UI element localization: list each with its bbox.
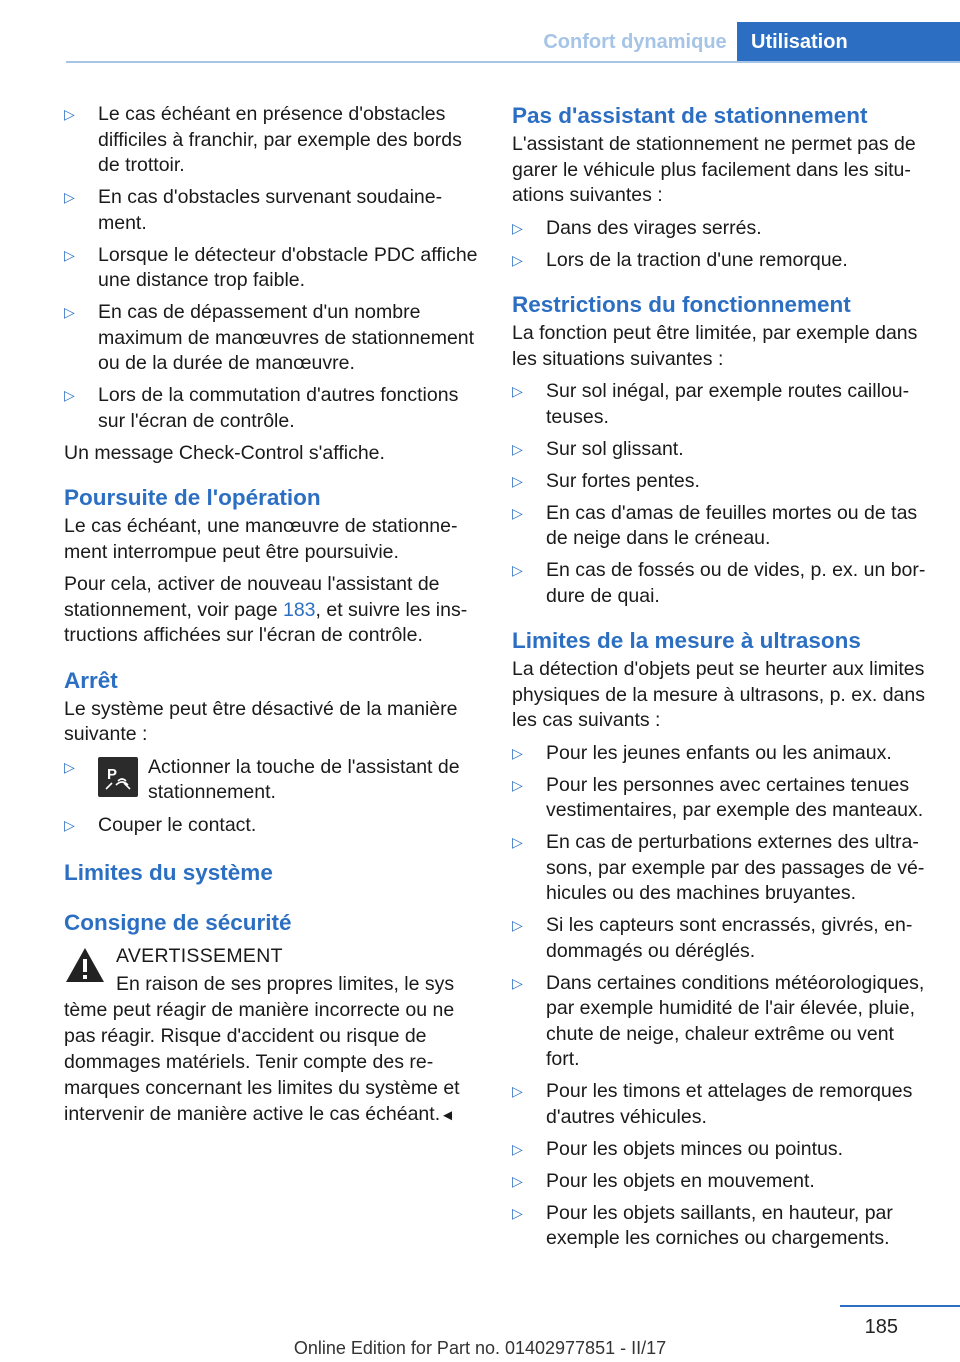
list-item: ▷ En cas de dépassement d'un nombre maximum de manœuvres de stationnement ou de la durée de manœuvre. (64, 301, 475, 374)
bullet-arrow-icon: ▷ (512, 504, 523, 521)
bullet-arrow-icon: ▷ (64, 817, 75, 833)
paragraph: Pour cela, activer de nouveau l'assistant de stationnement, voir page 183, et suivre les instructions affichées sur l'écran de contrôle. (64, 573, 468, 646)
bullet-arrow-icon: ▷ (512, 744, 523, 761)
bullet-arrow-icon: ▷ (64, 387, 75, 403)
bullet-arrow-icon: ▷ (512, 383, 523, 399)
list-item: ▷ Pour les timons et attelages de remorques d'autres véhicules. (512, 1080, 913, 1128)
park-assist-button-icon (98, 757, 138, 797)
bullet-arrow-icon: ▷ (64, 246, 75, 263)
list-item: ▷ Pour les personnes avec certaines tenues vestimentaires, par exemple des manteaux. (512, 773, 924, 821)
bullet-arrow-icon: ▷ (512, 251, 523, 268)
list-item: ▷ Sur fortes pentes. (512, 469, 928, 495)
heading-limites-systeme: Limites du système (64, 859, 273, 885)
bullet-arrow-icon: ▷ (64, 758, 75, 775)
list-item: ▷ Lors de la commutation d'autres fonctions sur l'écran de contrôle. (64, 384, 459, 432)
left-column (64, 102, 482, 1129)
bullet-arrow-icon: ▷ (512, 1172, 523, 1189)
list-item: ▷ Pour les objets en mouvement. (512, 1169, 928, 1195)
paragraph: La fonction peut être limitée, par exemple dans les situations suivantes : (512, 322, 918, 370)
list-item: ▷ Le cas échéant en présence d'obstacles difficiles à franchir, par exemple des bords de trottoir. (64, 103, 462, 176)
bullet-arrow-icon: ▷ (512, 219, 523, 236)
check-control-message: Un message Check-Control s'affiche. (64, 441, 385, 464)
edition-note: Online Edition for Part no. 01402977851 - II/17 (293, 1338, 667, 1358)
paragraph: Le système peut être désactivé de la manière suivante : (64, 697, 458, 745)
restrictions-list (512, 379, 928, 609)
bullet-arrow-icon: ▷ (512, 440, 523, 457)
bullet-arrow-icon: ▷ (512, 776, 523, 793)
bullet-arrow-icon: ▷ (64, 189, 75, 205)
arret-list (64, 755, 482, 839)
list-item: ▷ Dans certaines conditions météorologiques, par exemple humidité de l'air élevée, pluie, chute de neige, chaleur extrême ou vent fort. (512, 971, 925, 1070)
heading-poursuite: Poursuite de l'opération (64, 485, 321, 510)
warning-box (64, 943, 482, 1129)
warning-text: En raison de ses propres limites, le sys tème peut réagir de manière incorrecte ou ne pas réagir. Risque d'accident ou risque de dommages matériels. Tenir compte des remarques concernant les limites du système et intervenir de manière active le cas échéant.◄ (64, 972, 460, 1125)
heading-consigne: Consigne de sécurité (64, 909, 292, 935)
list-item: ▷ Lors de la traction d'une remorque. (512, 248, 928, 274)
warning-title: AVERTISSEMENT (116, 944, 283, 967)
pas-list (512, 216, 928, 274)
ultrasons-list (512, 741, 928, 1252)
heading-pas-assistant: Pas d'assistant de stationnement (512, 103, 868, 128)
list-item: ▷ Pour les objets saillants, en hauteur, par exemple les corniches ou chargements. (512, 1201, 893, 1249)
list-item: ▷ Couper le contact. (64, 813, 482, 839)
bullet-arrow-icon: ▷ (512, 974, 523, 991)
paragraph: Le cas échéant, une manœuvre de stationnement interrompue peut être poursuivie. (64, 515, 458, 563)
list-item: ▷ En cas de perturbations externes des ultrasons, par exemple par des passages de véhicules ou des machines bruyantes. (512, 831, 925, 904)
list-item: ▷ Sur sol inégal, par exemple routes caillouteuses. (512, 380, 910, 428)
list-item: ▷ En cas d'obstacles survenant soudainement. (64, 186, 443, 234)
bullet-arrow-icon: ▷ (512, 1140, 523, 1157)
list-item: ▷ Sur sol glissant. (512, 437, 928, 463)
page-number: 185 (864, 1316, 898, 1338)
warning-triangle-icon (64, 945, 106, 985)
paragraph: L'assistant de stationnement ne permet pas de garer le véhicule plus facilement dans les situations suivantes : (512, 133, 916, 206)
interruption-list (64, 102, 482, 434)
list-item: ▷ En cas de fossés ou de vides, p. ex. un bordure de quai. (512, 559, 926, 607)
list-item: ▷ Pour les jeunes enfants ou les animaux. (512, 741, 928, 767)
park-assist-icon (102, 761, 134, 793)
header-rule (66, 61, 960, 63)
list-item: ▷ Pour les objets minces ou pointus. (512, 1137, 928, 1163)
svg-text:P: P (107, 765, 118, 783)
paragraph: La détection d'objets peut se heurter aux limites physiques de la mesure à ultrasons, p. ex. dans les cas suivants : (512, 658, 925, 731)
bullet-arrow-icon: ▷ (512, 1204, 523, 1221)
page-link[interactable]: 183 (282, 598, 316, 621)
bullet-arrow-icon: ▷ (64, 106, 75, 122)
list-item: ▷ Dans des virages serrés. (512, 216, 928, 242)
bullet-arrow-icon: ▷ (64, 304, 75, 320)
bullet-arrow-icon: ▷ (512, 1083, 523, 1099)
heading-arret: Arrêt (64, 667, 118, 693)
chapter-tab[interactable]: Utilisation (737, 22, 960, 63)
right-column (512, 102, 928, 1258)
footer-rule (840, 1305, 960, 1307)
page-header (66, 22, 960, 62)
section-tab[interactable]: Confort dynamique (543, 31, 727, 53)
heading-ultrasons: Limites de la mesure à ultrasons (512, 628, 861, 653)
bullet-arrow-icon: ▷ (512, 834, 523, 850)
bullet-arrow-icon: ▷ (512, 472, 523, 489)
heading-restrictions: Restrictions du fonctionnement (512, 292, 851, 317)
list-item: ▷ En cas d'amas de feuilles mortes ou de tas de neige dans le créneau. (512, 501, 918, 549)
list-item: ▷ P Actionner la touche de l'assistant de stationnement. (64, 755, 460, 803)
bullet-arrow-icon: ▷ (512, 917, 523, 933)
end-mark: ◄ (440, 1106, 455, 1124)
bullet-arrow-icon: ▷ (512, 562, 523, 578)
list-item: ▷ Si les capteurs sont encrassés, givrés, endommagés ou déréglés. (512, 914, 913, 962)
list-item: ▷ Lorsque le détecteur d'obstacle PDC affiche une distance trop faible. (64, 243, 478, 291)
